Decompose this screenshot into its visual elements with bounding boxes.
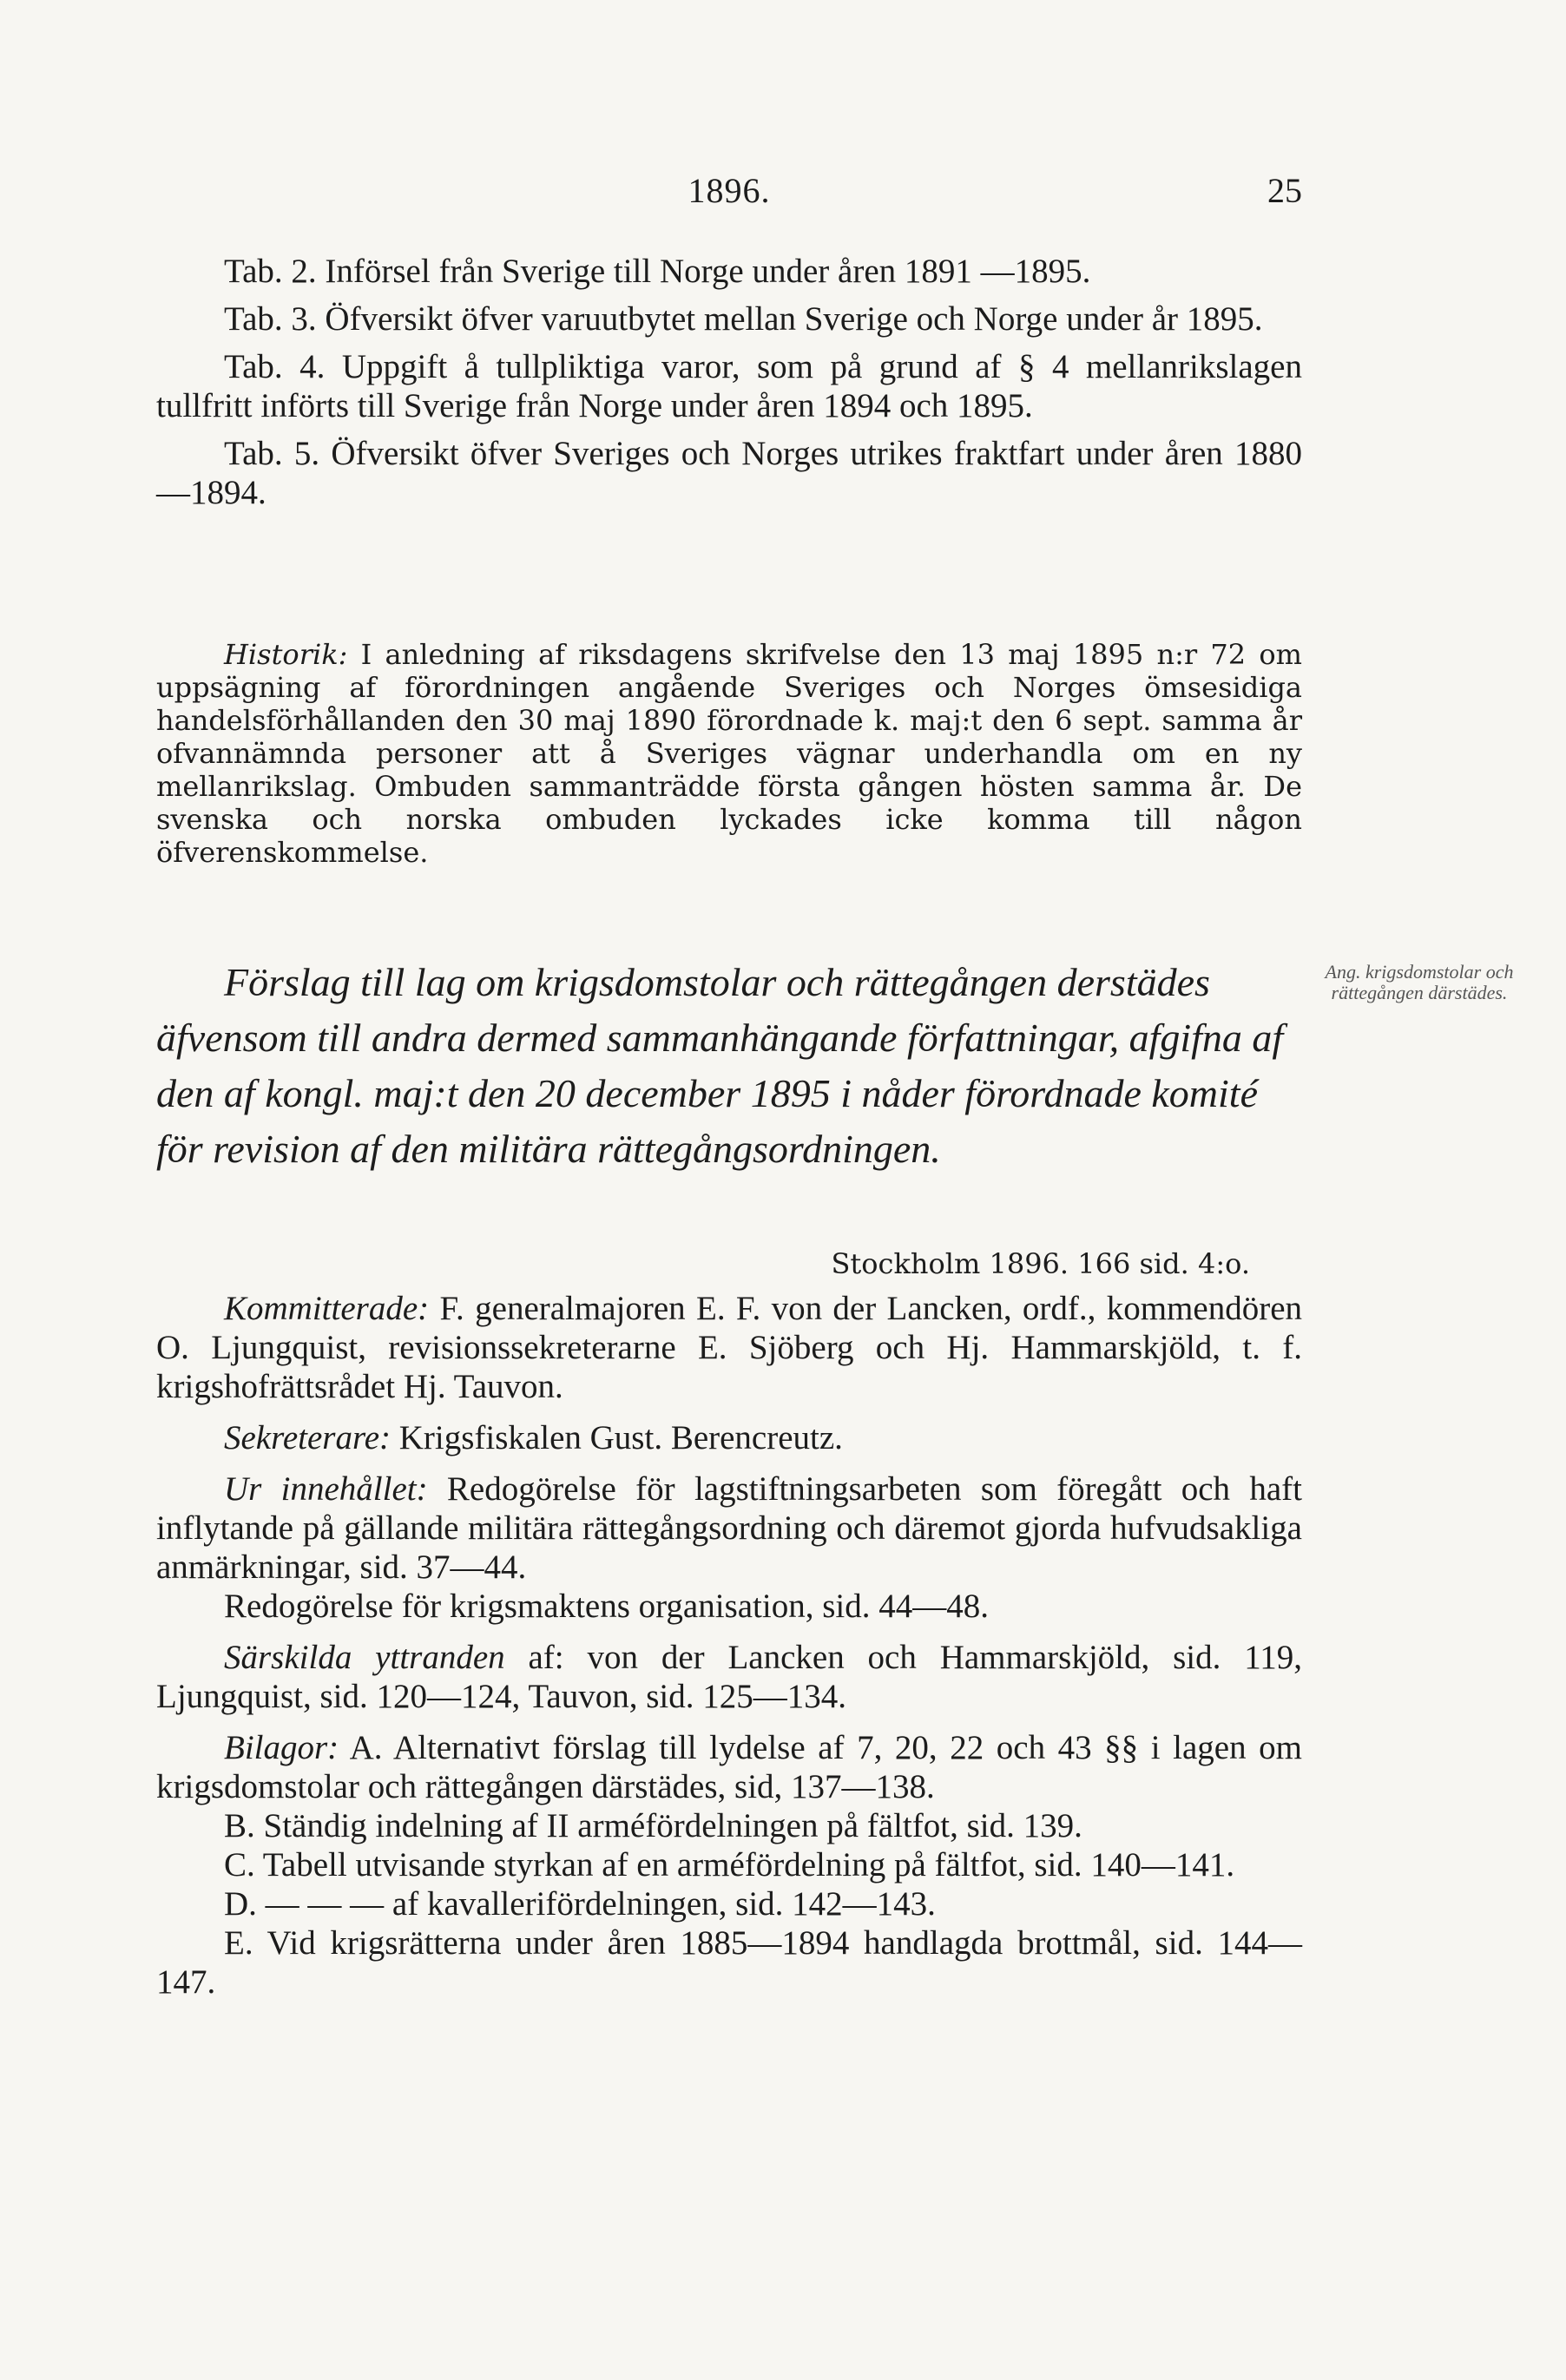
document-title-block xyxy=(156,955,1302,1177)
imprint: Stockholm 1896. 166 sid. 4:o. xyxy=(831,1247,1250,1280)
innehall-paragraph-2: Redogörelse för krigsmaktens organisation, sid. 44—48. xyxy=(224,1588,989,1625)
kommitterade-label: Kommitterade: xyxy=(224,1290,430,1327)
innehall-label: Ur innehållet: xyxy=(224,1470,428,1508)
table-item: Tab. 3. Öfversikt öfver varuutbytet mellan Sverige och Norge under år 1895. xyxy=(224,300,1263,338)
table-item: Tab. 2. Införsel från Sverige till Norge under åren 1891 —1895. xyxy=(224,253,1091,290)
header-year: 1896. xyxy=(688,171,771,210)
kommitterade-paragraph: Kommitterade: F. generalmajoren E. F. von der Lancken, ordf., kommendören O. Ljungquist, revisionssekreterarne E. Sjöberg och Hj. Hammarskjöld, t. f. krigshofrättsrådet Hj. Tauvon. xyxy=(156,1290,1302,1405)
table-list xyxy=(156,252,1302,521)
document-title: Förslag till lag om krigsdomstolar och rättegången derstädes äfvensom till andra dermed sammanhängande författningar, afgifna af den af kongl. maj:t den 20 december 1895 i nåder förordnade komité för revision af den militära rättegångsordningen. xyxy=(156,960,1284,1171)
sarskilda-paragraph: Särskilda yttranden af: von der Lancken och Hammarskjöld, sid. 119, Ljungquist, sid. 120—124, Tauvon, sid. 125—134. xyxy=(156,1639,1302,1715)
historik-paragraph: Historik: I anledning af riksdagens skrifvelse den 13 maj 1895 n:r 72 om uppsägning af förordningen angående Sveriges och Norges ömsesidiga handelsförhållanden den 30 maj 1890 förordnade k. maj:t den 6 sept. samma år ofvannämnda personer att å Sveriges vägnar underhandla om en ny mellanrikslag. Ombuden sammanträdde första gången hösten samma år. De svenska och norska ombuden lyckades icke komma till någon öfverenskommelse. xyxy=(156,638,1303,869)
page-number: 25 xyxy=(1267,171,1302,210)
bilaga-item: B. Ständig indelning af II arméfördelningen på fältfot, sid. 139. xyxy=(224,1807,1082,1844)
imprint-line xyxy=(156,1247,1302,1280)
margin-note: Ang. krigsdomstolar och rättegången därstädes. xyxy=(1325,961,1514,1003)
bilaga-item: D. — — — af kavallerifördelningen, sid. 142—143. xyxy=(224,1885,936,1923)
sekreterare-label: Sekreterare: xyxy=(224,1419,392,1456)
table-item: Tab. 4. Uppgift å tullpliktiga varor, som på grund af § 4 mellanrikslagen tullfritt införts till Sverige från Norge under åren 1894 och 1895. xyxy=(156,348,1302,424)
innehall-paragraph: Ur innehållet: Redogörelse för lagstiftningsarbeten som föregått och haft inflytande på gällande militära rättegångsordning och däremot gjorda hufvudsakliga anmärkningar, sid. 37—44. xyxy=(156,1470,1302,1586)
sekreterare-paragraph: Sekreterare: Krigsfiskalen Gust. Berencreutz. xyxy=(224,1419,843,1456)
historik-section xyxy=(156,638,1302,869)
historik-label: Historik: xyxy=(224,638,348,671)
body-section xyxy=(156,1289,1302,2002)
page-header xyxy=(156,170,1302,222)
table-item: Tab. 5. Öfversikt öfver Sveriges och Norges utrikes fraktfart under åren 1880—1894. xyxy=(156,435,1302,511)
bilaga-item: Bilagor: A. Alternativt förslag till lydelse af 7, 20, 22 och 43 §§ i lagen om krigsdomstolar och rättegången därstädes, sid, 137—138. xyxy=(156,1729,1302,1805)
sarskilda-label: Särskilda yttranden xyxy=(224,1639,505,1676)
bilaga-item: C. Tabell utvisande styrkan af en arméfördelning på fältfot, sid. 140—141. xyxy=(224,1846,1235,1884)
bilagor-label: Bilagor: xyxy=(224,1729,339,1766)
bilaga-item: E. Vid krigsrätterna under åren 1885—1894 handlagda brottmål, sid. 144—147. xyxy=(156,1924,1302,2001)
